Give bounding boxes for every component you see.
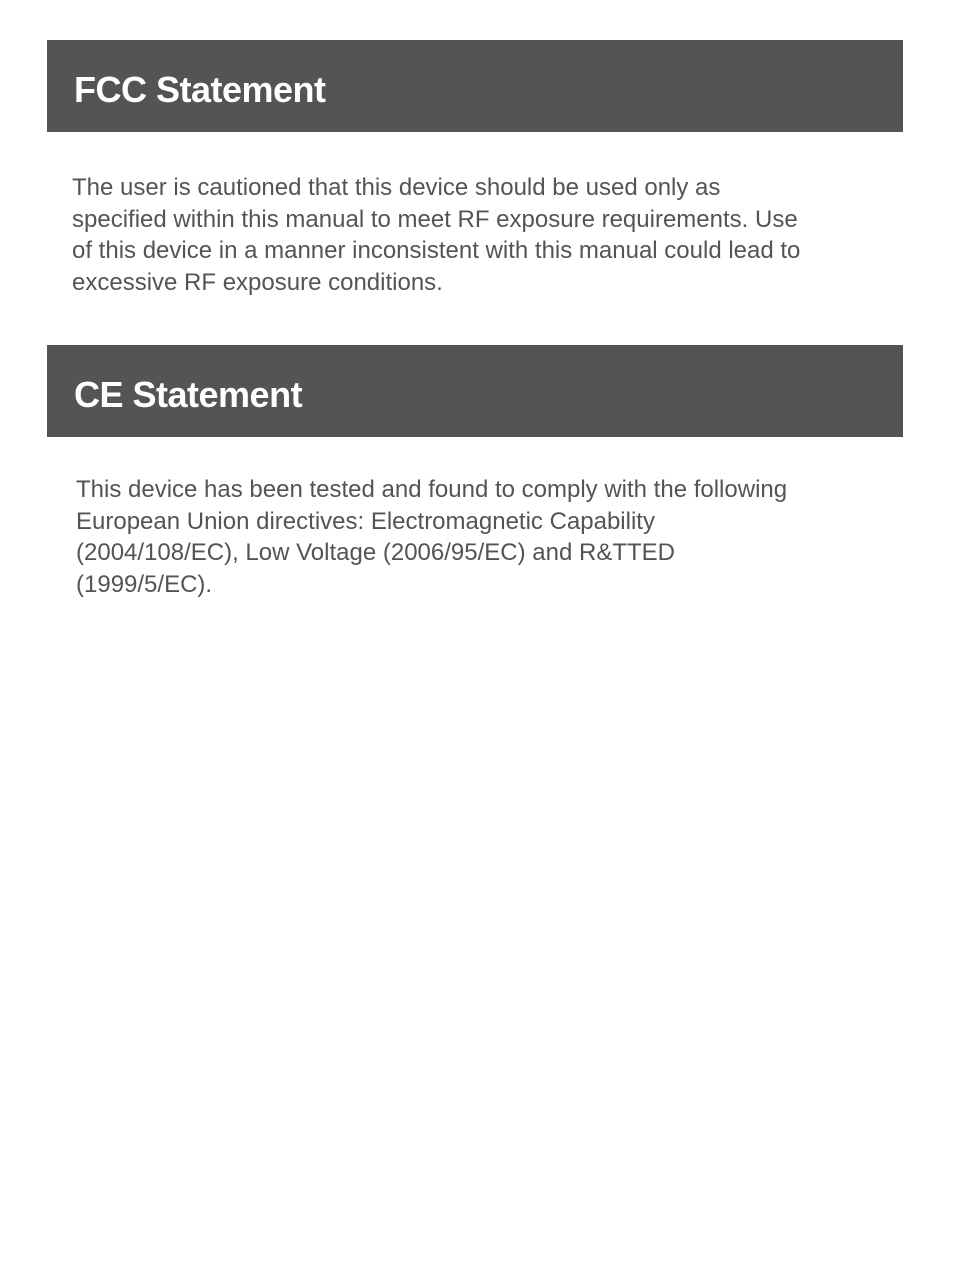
ce-statement-header: [47, 345, 903, 437]
fcc-statement-header: [47, 40, 903, 132]
ce-statement-title: CE Statement: [74, 374, 303, 415]
fcc-statement-text: The user is cautioned that this device should be used only as specified within this manual to meet RF exposure requirements. Use of this device in a manner inconsistent with this manual could lead to excessive RF exposure conditions.: [72, 174, 801, 297]
fcc-statement-title: FCC Statement: [74, 69, 326, 110]
ce-statement-text: This device has been tested and found to comply with the following European Union directives: Electromagnetic Capability (2004/108/EC), Low Voltage (2006/95/EC) and R&TTED (1999/5/EC).: [76, 476, 788, 599]
